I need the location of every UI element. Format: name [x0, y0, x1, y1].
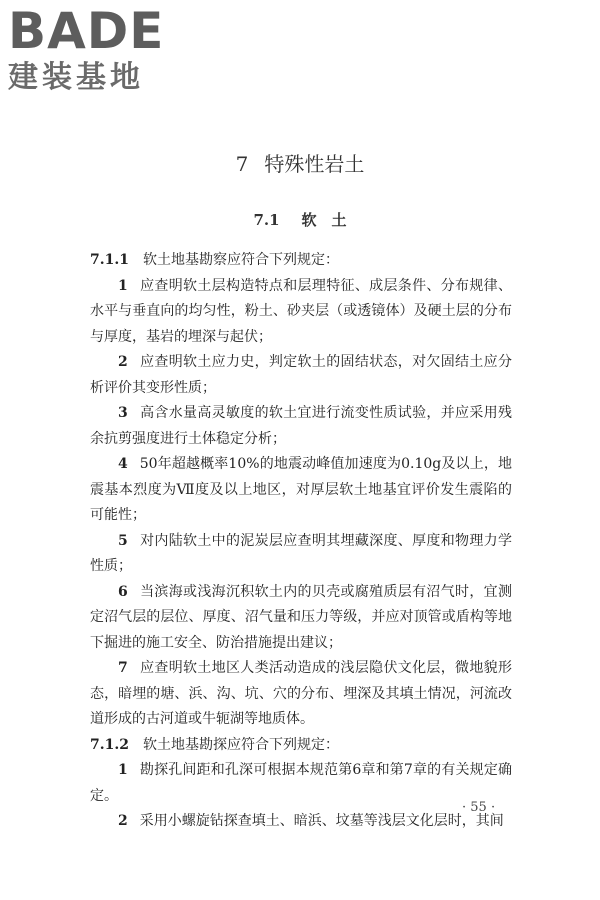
item-number: 1 [118, 762, 128, 778]
chapter-title-text: 特殊性岩土 [264, 152, 365, 176]
publisher-logo [8, 2, 178, 96]
item-text: 高含水量高灵敏度的软土宜进行流变性质试验，并应采用残余抗剪强度进行土体稳定分析； [90, 405, 512, 447]
item-text: 当滨海或浅海沉积软土内的贝壳或腐殖质层有沼气时，宜测定沼气层的层位、厚度、沼气量和压力等级，并应对顶管或盾构等地下掘进的施工安全、防治措施提出建议； [90, 583, 512, 651]
clause-item [90, 809, 512, 835]
item-text: 应查明软土应力史，判定软土的固结状态，对欠固结土应分析评价其变形性质； [90, 354, 512, 396]
clause-text: 软土地基勘察应符合下列规定： [142, 252, 339, 268]
clause-item [90, 274, 512, 351]
clause [90, 733, 512, 759]
clause-item [90, 401, 512, 452]
section-number: 7.1 [253, 211, 280, 229]
clause-number: 7.1.1 [90, 252, 129, 268]
item-text: 应查明软土层构造特点和层理特征、成层条件、分布规律、水平与垂直向的均匀性，粉土、砂夹层（或透镜体）及硬土层的分布与厚度，基岩的埋深与起伏； [90, 277, 512, 345]
item-text: 对内陆软土中的泥炭层应查明其埋藏深度、厚度和物理力学性质； [90, 532, 512, 574]
item-number: 2 [118, 813, 128, 829]
clause-number: 7.1.2 [90, 736, 129, 753]
logo-mark: BADE [8, 2, 165, 60]
item-number: 4 [118, 456, 128, 472]
chapter-number: 7 [235, 152, 249, 176]
clause-item [90, 656, 512, 733]
clause-text: 软土地基勘探应符合下列规定： [142, 736, 339, 753]
item-number: 3 [118, 405, 128, 421]
item-number: 2 [118, 354, 128, 370]
clause-item [90, 580, 512, 657]
clause-item [90, 529, 512, 580]
section-title-text: 软 土 [301, 211, 347, 229]
page-number: · 55 · [462, 800, 496, 815]
clause-item [90, 758, 512, 809]
chapter-title [0, 148, 600, 177]
clause-item [90, 452, 512, 529]
item-text: 采用小螺旋钻探查填土、暗浜、坟墓等浅层文化层时，其间 [139, 813, 504, 829]
section-title [0, 209, 600, 230]
document-body [90, 248, 512, 835]
item-text: 50年超越概率10%的地震动峰值加速度为0.10g及以上，地震基本烈度为Ⅶ度及以上地区，对厚层软土地基宜评价发生震陷的可能性； [90, 456, 512, 523]
item-number: 6 [118, 583, 128, 600]
item-number: 7 [118, 660, 128, 676]
item-text: 勘探孔间距和孔深可根据本规范第6章和第7章的有关规定确定。 [90, 762, 512, 804]
item-number: 5 [118, 532, 128, 549]
clause-item [90, 350, 512, 401]
logo-subtitle: 建装基地 [8, 60, 144, 95]
item-number: 1 [118, 277, 128, 294]
item-text: 应查明软土地区人类活动造成的浅层隐伏文化层，微地貌形态，暗埋的塘、浜、沟、坑、穴的分布、埋深及其填土情况，河流改道形成的古河道或牛轭湖等地质体。 [90, 660, 512, 727]
clause [90, 248, 512, 274]
